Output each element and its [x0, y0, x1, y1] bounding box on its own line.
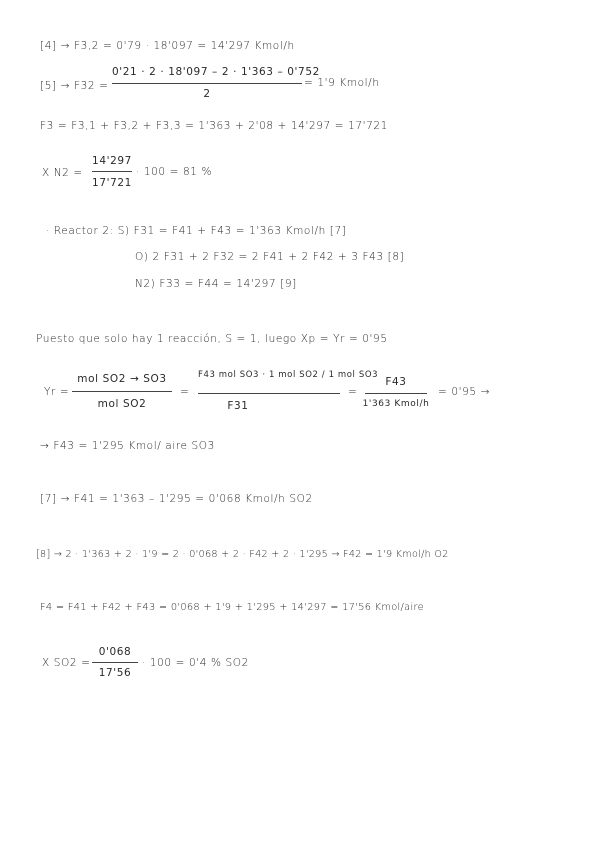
- equation-5-numerator: 0'21 · 2 · 18'097 – 2 · 1'363 – 0'752: [112, 66, 320, 78]
- yr-label: Yr =: [44, 386, 70, 398]
- x-so2-label: X SO2 =: [42, 657, 91, 669]
- yr-fraction-bar-3: [365, 393, 427, 394]
- single-reaction-statement: Puesto que solo hay 1 reacción, S = 1, luego Xp = Yr = 0'95: [36, 333, 388, 345]
- x-n2-label: X N2 =: [42, 167, 83, 179]
- reactor-2-oxygen-balance: O) 2 F31 + 2 F32 = 2 F41 + 2 F42 + 3 F43 [8]: [135, 251, 405, 263]
- reactor-2-sulfur-balance: · Reactor 2: S) F31 = F41 + F43 = 1'363 Kmol/h [7]: [46, 225, 347, 237]
- x-so2-numerator: 0'068: [98, 646, 132, 658]
- yr-fraction-bar-1: [72, 391, 172, 392]
- yr-numerator-2: F43 mol SO3 · 1 mol SO2 / 1 mol SO3: [198, 370, 379, 380]
- yr-equals-1: =: [180, 386, 190, 398]
- equation-7-solution: [7] → F41 = 1'363 – 1'295 = 0'068 Kmol/h SO2: [40, 493, 313, 505]
- yr-denominator-1: mol SO2: [97, 398, 147, 410]
- equation-4-line: [4] → F3,2 = 0'79 · 18'097 = 14'297 Kmol/h: [40, 40, 295, 52]
- x-n2-denominator: 17'721: [92, 177, 132, 189]
- yr-equals-2: =: [348, 386, 358, 398]
- yr-result: = 0'95 →: [438, 386, 490, 398]
- yr-denominator-3: 1'363 Kmol/h: [362, 399, 430, 409]
- equation-5-result: = 1'9 Kmol/h: [304, 77, 380, 89]
- x-n2-numerator: 14'297: [92, 155, 132, 167]
- f3-sum-line: F3 = F3,1 + F3,2 + F3,3 = 1'363 + 2'08 + 14'297 = 17'721: [40, 120, 388, 132]
- x-so2-fraction-bar: [92, 662, 138, 663]
- x-so2-denominator: 17'56: [98, 667, 132, 679]
- f4-sum-line: F4 = F41 + F42 + F43 = 0'068 + 1'9 + 1'295 + 14'297 = 17'56 Kmol/aire: [40, 602, 424, 613]
- x-n2-result: · 100 = 81 %: [136, 166, 213, 178]
- yr-fraction-bar-2: [198, 393, 340, 394]
- reactor-2-nitrogen-balance: N2) F33 = F44 = 14'297 [9]: [135, 278, 297, 290]
- equation-8-solution: [8] → 2 · 1'363 + 2 · 1'9 = 2 · 0'068 + 2 · F42 + 2 · 1'295 → F42 = 1'9 Kmol/h O2: [36, 549, 449, 560]
- yr-numerator-3: F43: [385, 376, 407, 388]
- equation-5-label: [5] → F32 =: [40, 80, 109, 92]
- equation-5-denominator: 2: [203, 88, 211, 100]
- yr-numerator-1: mol SO2 → SO3: [77, 373, 167, 385]
- f43-result-line: → F43 = 1'295 Kmol/ aire SO3: [40, 440, 215, 452]
- equation-5-fraction-bar: [112, 83, 302, 84]
- yr-denominator-2: F31: [227, 400, 249, 412]
- x-so2-result: · 100 = 0'4 % SO2: [142, 657, 249, 669]
- x-n2-fraction-bar: [92, 171, 132, 172]
